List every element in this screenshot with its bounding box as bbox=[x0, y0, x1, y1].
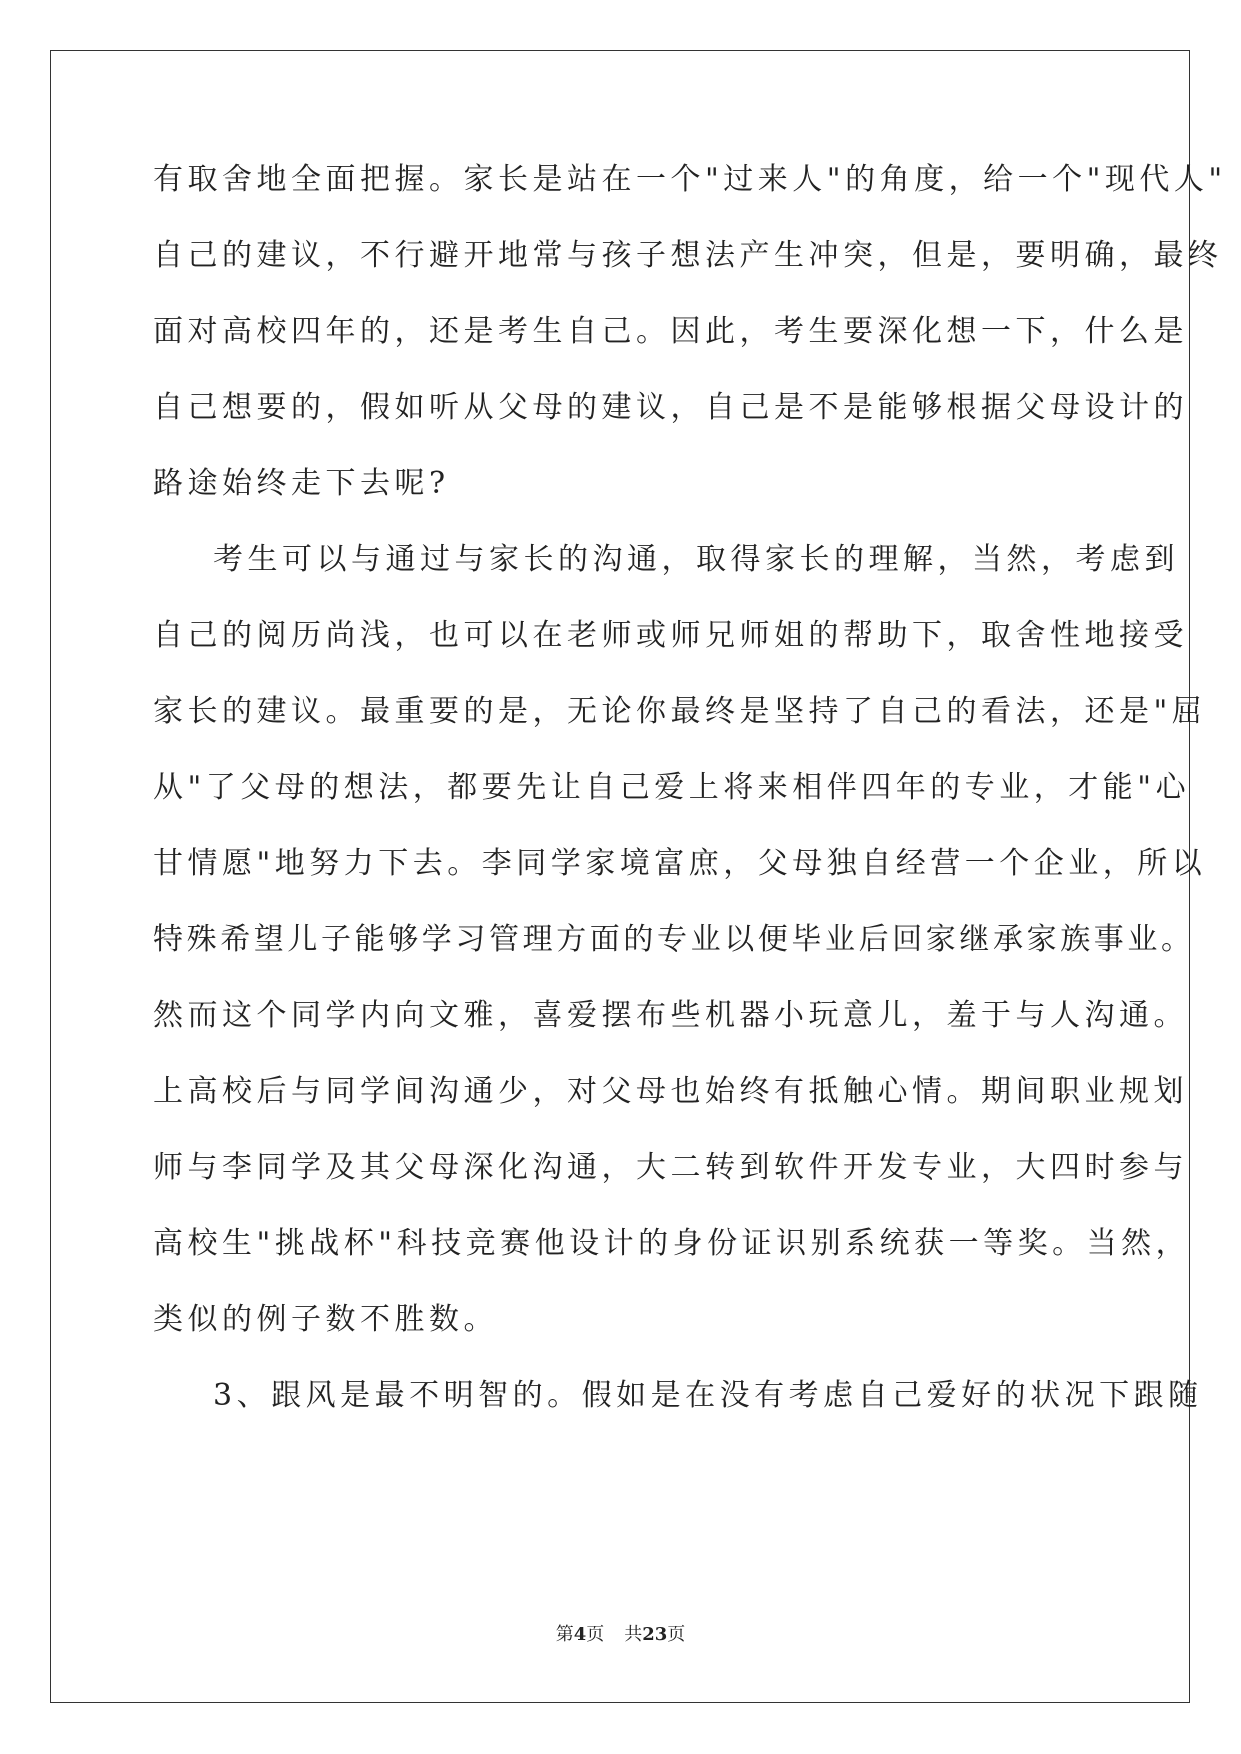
text-line: 自己的阅历尚浅，也可以在老师或师兄师姐的帮助下，取舍性地接受 bbox=[153, 618, 1188, 653]
text-line: 自己想要的，假如听从父母的建议，自己是不是能够根据父母设计的 bbox=[153, 390, 1188, 425]
text-line: 上高校后与同学间沟通少，对父母也始终有抵触心情。期间职业规划 bbox=[153, 1074, 1188, 1109]
text-line: 师与李同学及其父母深化沟通，大二转到软件开发专业，大四时参与 bbox=[153, 1150, 1188, 1185]
text-line: 从"了父母的想法，都要先让自己爱上将来相伴四年的专业，才能"心 bbox=[153, 770, 1191, 805]
text-line: 家长的建议。最重要的是，无论你最终是坚持了自己的看法，还是"屈 bbox=[153, 694, 1207, 729]
page-footer bbox=[0, 1623, 1241, 1647]
total-suffix: 页 bbox=[667, 1624, 686, 1645]
page-prefix: 第 bbox=[555, 1624, 574, 1645]
paragraph-first-line: 3、跟风是最不明智的。假如是在没有考虑自己爱好的状况下跟随 bbox=[213, 1378, 1203, 1413]
text-line: 特殊希望儿子能够学习管理方面的专业以便毕业后回家继承家族事业。 bbox=[153, 922, 1195, 957]
text-line: 路途始终走下去呢? bbox=[153, 466, 450, 501]
text-line: 有取舍地全面把握。家长是站在一个"过来人"的角度，给一个"现代人" bbox=[153, 162, 1227, 197]
total-pages: 23 bbox=[642, 1624, 668, 1645]
text-line: 高校生"挑战杯"科技竞赛他设计的身份证识别系统获一等奖。当然， bbox=[153, 1226, 1191, 1261]
paragraph-first-line: 考生可以与通过与家长的沟通，取得家长的理解，当然，考虑到 bbox=[213, 542, 1179, 577]
total-prefix: 共 bbox=[624, 1624, 643, 1645]
page-number: 4 bbox=[573, 1624, 587, 1645]
text-line: 然而这个同学内向文雅，喜爱摆布些机器小玩意儿，羞于与人沟通。 bbox=[153, 998, 1188, 1033]
text-line: 甘情愿"地努力下去。李同学家境富庶，父母独自经营一个企业，所以 bbox=[153, 846, 1207, 881]
text-line: 类似的例子数不胜数。 bbox=[153, 1302, 498, 1337]
text-line: 面对高校四年的，还是考生自己。因此，考生要深化想一下，什么是 bbox=[153, 314, 1188, 349]
text-line: 自己的建议，不行避开地常与孩子想法产生冲突，但是，要明确，最终 bbox=[153, 238, 1223, 273]
page-suffix: 页 bbox=[586, 1624, 605, 1645]
